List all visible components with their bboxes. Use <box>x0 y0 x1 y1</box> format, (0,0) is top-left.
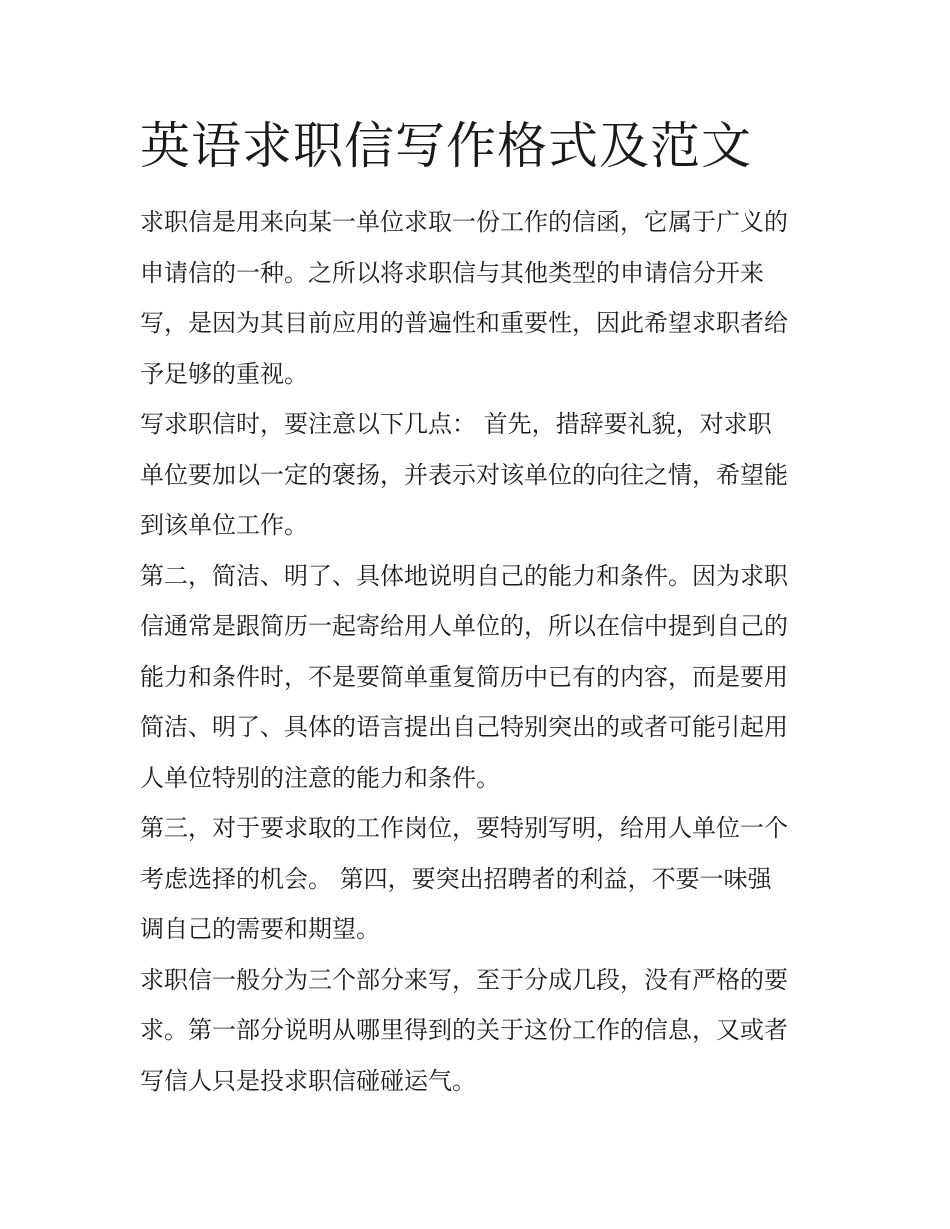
text-line: 考虑选择的机会。 第四，要突出招聘者的利益，不要一味强 <box>140 864 772 893</box>
text-line: 写信人只是投求职信碰碰运气。 <box>140 1066 476 1095</box>
text-line: 信通常是跟简历一起寄给用人单位的，所以在信中提到自己的 <box>140 612 788 640</box>
text-line: 写，是因为其目前应用的普遍性和重要性，因此希望求职者给 <box>140 309 788 337</box>
text-line: 能力和条件时，不是要简单重复简历中已有的内容，而是要用 <box>140 662 788 691</box>
text-line: 求。第一部分说明从哪里得到的关于这份工作的信息，又或者 <box>140 1016 788 1044</box>
text-line: 申请信的一种。之所以将求职信与其他类型的申请信分开来 <box>140 258 764 287</box>
text-line: 简洁、明了、具体的语言提出自己特别突出的或者可能引起用 <box>140 713 788 741</box>
paragraph-intro <box>140 197 815 399</box>
text-line: 写求职信时，要注意以下几点： 首先，措辞要礼貌，对求职 <box>140 410 772 438</box>
text-line: 求职信一般分为三个部分来写，至于分成几段，没有严格的要 <box>140 965 788 994</box>
document-body <box>140 197 815 1106</box>
text-line: 单位要加以一定的褒扬，并表示对该单位的向往之情，希望能 <box>140 460 788 489</box>
text-line: 求职信是用来向某一单位求取一份工作的信函，它属于广义的 <box>140 208 788 236</box>
text-line: 到该单位工作。 <box>140 511 308 539</box>
paragraph-structure <box>140 955 815 1107</box>
text-line: 第二，简洁、明了、具体地说明自己的能力和条件。因为求职 <box>140 561 788 590</box>
text-line: 予足够的重视。 <box>140 359 308 388</box>
document-title: 英语求职信写作格式及范文 <box>140 117 752 175</box>
paragraph-point-second <box>140 551 815 804</box>
text-line: 第三，对于要求取的工作岗位，要特别写明，给用人单位一个 <box>140 814 788 842</box>
text-line: 调自己的需要和期望。 <box>140 915 380 943</box>
paragraph-point-third-fourth <box>140 803 815 955</box>
text-line: 人单位特别的注意的能力和条件。 <box>140 763 500 792</box>
paragraph-point-first <box>140 399 815 551</box>
